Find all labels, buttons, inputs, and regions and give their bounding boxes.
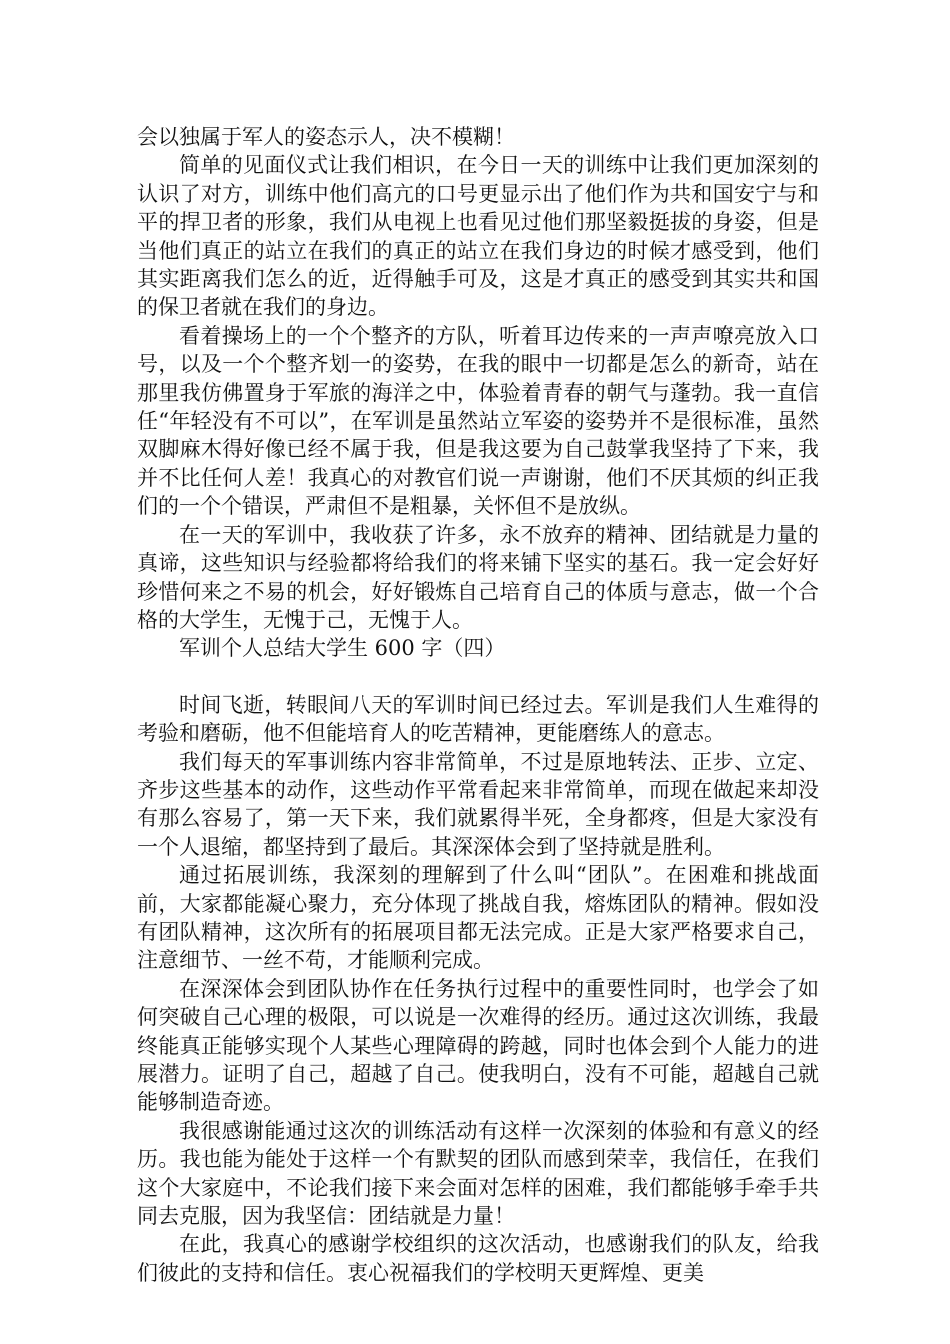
paragraph: 通过拓展训练，我深刻的理解到了什么叫“团队”。在困难和挑战面前，大家都能凝心聚力，充分体现了挑战自我，熔炼团队的精神。假如没有团队精神，这次所有的拓展项目都无法完成。正是大家严格要求自己，注意细节、一丝不苟，才能顺利完成。 <box>137 863 819 973</box>
paragraph: 简单的见面仪式让我们相识，在今日一天的训练中让我们更加深刻的认识了对方，训练中他们高亢的口号更显示出了他们作为共和国安宁与和平的捍卫者的形象，我们从电视上也看见过他们那坚毅挺拔的身姿，但是当他们真正的站立在我们的真正的站立在我们身边的时候才感受到，他们其实距离我们怎么的近，近得触手可及，这是才真正的感受到其实共和国的保卫者就在我们的身边。 <box>137 153 819 320</box>
section-heading: 军训个人总结大学生 600 字（四） <box>179 636 506 661</box>
paragraph: 我很感谢能通过这次的训练活动有这样一次深刻的体验和有意义的经历。我也能为能处于这样一个有默契的团队而感到荣幸，我信任，在我们这个大家庭中，不论我们接下来会面对怎样的困难，我们都能够手牵手共同去克服，因为我坚信：团结就是力量！ <box>137 1118 819 1229</box>
paragraph: 在此，我真心的感谢学校组织的这次活动，也感谢我们的队友，给我们彼此的支持和信任。衷心祝福我们的学校明天更辉煌、更美 <box>137 1232 819 1285</box>
paragraph: 我们每天的军事训练内容非常简单，不过是原地转法、正步、立定、齐步这些基本的动作，这些动作平常看起来非常简单，而现在做起来却没有那么容易了，第一天下来，我们就累得半死，全身都疼，但是大家没有一个人退缩，都坚持到了最后。其深深体会到了坚持就是胜利。 <box>137 749 819 859</box>
paragraph: 时间飞逝，转眼间八天的军训时间已经过去。军训是我们人生难得的考验和磨砺，他不但能培育人的吃苦精神，更能磨练人的意志。 <box>137 692 819 746</box>
blank-line <box>137 663 819 691</box>
paragraph: 看着操场上的一个个整齐的方队，听着耳边传来的一声声嘹亮放入口号，以及一个个整齐划一的姿势，在我的眼中一切都是怎么的新奇，站在那里我仿佛置身于军旅的海洋之中，体验着青春的朝气与蓬勃。我一直信任“年轻没有不可以”，在军训是虽然站立军姿的姿势并不是很标准，虽然双脚麻木得好像已经不属于我，但是我这要为自己鼓掌我坚持了下来，我并不比任何人差！我真心的对教官们说一声谢谢，他们不厌其烦的纠正我们的一个个错误，严肃但不是粗暴，关怀但不是放纵。 <box>137 323 819 519</box>
document-page <box>137 123 819 1287</box>
paragraph: 在一天的军训中，我收获了许多，永不放弃的精神、团结就是力量的真谛，这些知识与经验都将给我们的将来铺下坚实的基石。我一定会好好珍惜何来之不易的机会，好好锻炼自己培育自己的体质与意志，做一个合格的大学生，无愧于己，无愧于人。 <box>137 522 819 632</box>
paragraph: 在深深体会到团队协作在任务执行过程中的重要性同时，也学会了如何突破自己心理的极限，可以说是一次难得的经历。通过这次训练，我最终能真正能够实现个人某些心理障碍的跨越，同时也体会到个人能力的进展潜力。证明了自己，超越了自己。使我明白，没有不可能，超越自己就能够制造奇迹。 <box>137 976 819 1115</box>
paragraph: 会以独属于军人的姿态示人，决不模糊！ <box>137 125 515 149</box>
